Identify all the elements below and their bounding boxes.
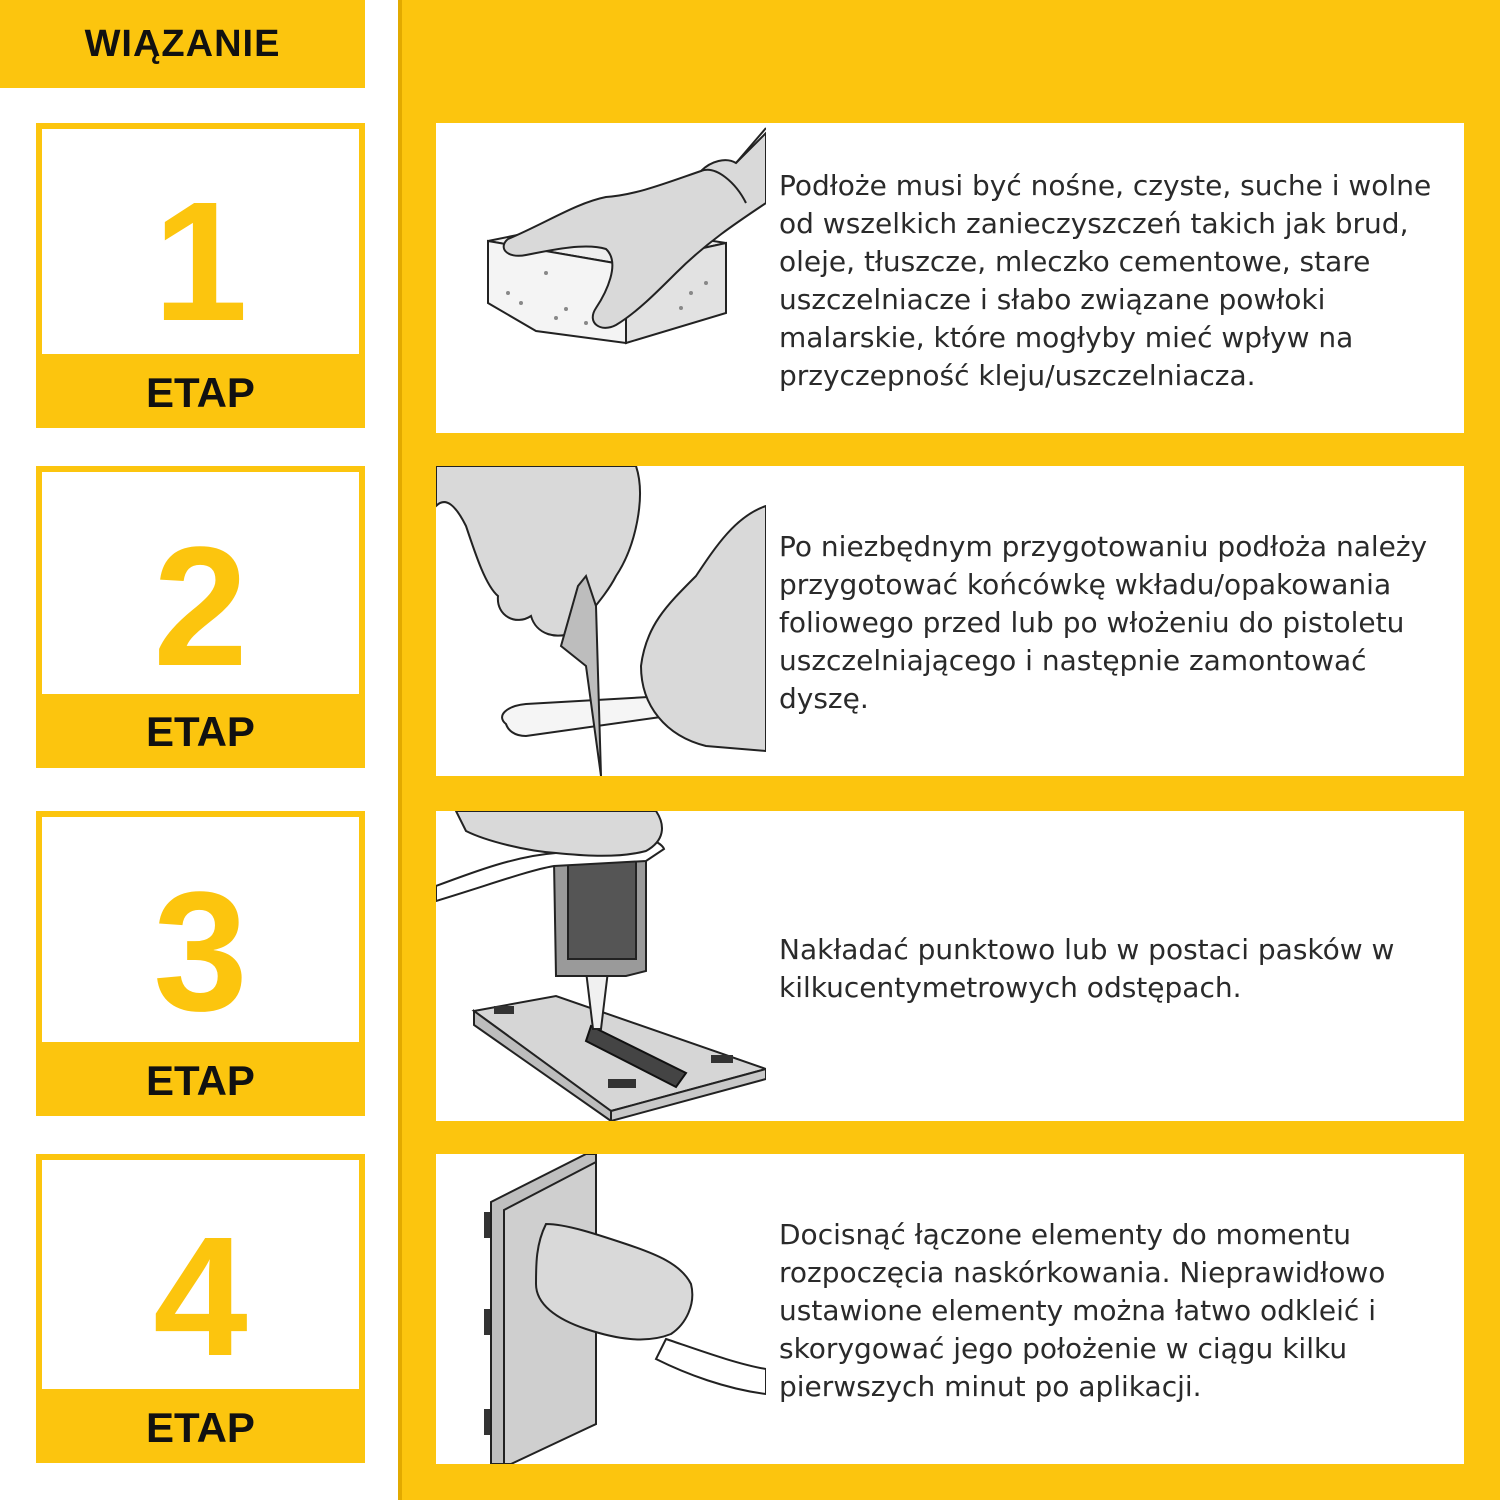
step-number-box [42, 1160, 359, 1392]
step-number-box [42, 817, 359, 1047]
panel-divider [398, 0, 402, 1500]
step-description: Po niezbędnym przygotowaniu podłoża należy przygotować końcówkę wkładu/opakowania foliowego przed lub po włożeniu do pistoletu uszczelniającego i następnie zamontować dyszę. [779, 530, 1428, 715]
step-number: 2 [153, 512, 248, 702]
step-label: ETAP [146, 369, 255, 416]
step-description: Docisnąć łączone elementy do momentu rozpoczęcia naskórkowania. Nieprawidłowo ustawione elementy można łatwo odkleić i skorygować jego położenie w ciągu kilku pierwszych minut po aplikacji. [779, 1218, 1386, 1403]
step-number-box [42, 129, 359, 357]
glove-substrate-illustration [436, 123, 766, 433]
step-row-3 [436, 811, 1464, 1121]
step-card-4 [36, 1154, 365, 1463]
step-number: 3 [153, 857, 248, 1047]
page-title: WIĄZANIE [84, 23, 281, 65]
step-label: ETAP [146, 1057, 255, 1104]
step-description: Podłoże musi być nośne, czyste, suche i wolne od wszelkich zanieczyszczeń takich jak brud, oleje, tłuszcze, mleczko cementowe, stare uszczelniacze i słabo związane powłoki malarskie, które mogłyby mieć wpływ na przyczepność kleju/uszczelniacza. [779, 169, 1432, 392]
step-row-4 [436, 1154, 1464, 1464]
step-row-2 [436, 466, 1464, 776]
knife-nozzle-illustration [436, 466, 766, 776]
step-label: ETAP [146, 1404, 255, 1451]
step-card-1 [36, 123, 365, 428]
step-number: 4 [153, 1202, 248, 1392]
header-box [0, 0, 365, 88]
step-number-box [42, 472, 359, 702]
pressing-panel-illustration [436, 1154, 766, 1464]
step-card-3 [36, 811, 365, 1116]
step-label: ETAP [146, 708, 255, 755]
adhesive-application-illustration [436, 811, 766, 1121]
step-number: 1 [153, 167, 248, 357]
step-description: Nakładać punktowo lub w postaci pasków w kilkucentymetrowych odstępach. [779, 933, 1395, 1004]
step-row-1 [436, 123, 1464, 433]
step-card-2 [36, 466, 365, 768]
